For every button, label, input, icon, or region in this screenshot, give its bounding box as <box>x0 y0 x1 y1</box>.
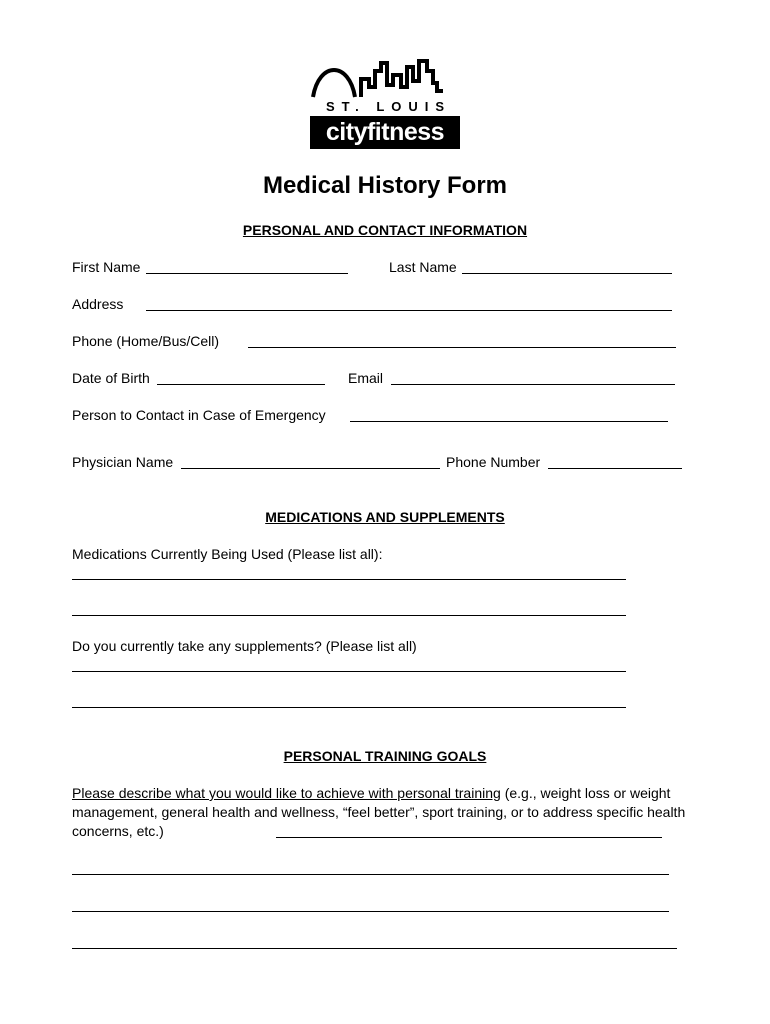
supplements-line-2[interactable] <box>72 693 626 708</box>
last-name-label: Last Name <box>389 259 457 275</box>
dob-label: Date of Birth <box>72 370 150 386</box>
training-goals-line-0[interactable] <box>276 823 662 838</box>
first-name-field[interactable] <box>146 258 348 274</box>
medications-heading: MEDICATIONS AND SUPPLEMENTS <box>265 509 505 525</box>
supplements-line-1[interactable] <box>72 657 626 672</box>
training-goals-line-3[interactable] <box>72 934 677 949</box>
physician-name-label: Physician Name <box>72 454 174 470</box>
phone-label: Phone (Home/Bus/Cell) <box>72 333 220 349</box>
skyline-icon <box>309 57 461 99</box>
emergency-contact-label: Person to Contact in Case of Emergency <box>72 407 326 423</box>
city-fitness-logo <box>309 57 461 151</box>
training-goals-examples: (e.g., weight loss or weight management, general health and wellness, “feel better”, sport training, or to address specific health concerns, etc.) <box>72 785 686 839</box>
email-field[interactable] <box>391 369 675 385</box>
training-goals-intro: Please describe what you would like to achieve with personal training <box>72 785 501 801</box>
dob-field[interactable] <box>157 369 325 385</box>
training-goals-heading: PERSONAL TRAINING GOALS <box>283 748 487 764</box>
training-goals-line-1[interactable] <box>72 860 669 875</box>
first-name-label: First Name <box>72 259 141 275</box>
personal-contact-heading: PERSONAL AND CONTACT INFORMATION <box>242 222 528 238</box>
address-label: Address <box>72 296 124 312</box>
emergency-contact-field[interactable] <box>350 406 668 422</box>
last-name-field[interactable] <box>462 258 672 274</box>
training-goals-line-2[interactable] <box>72 897 669 912</box>
medications-line-1[interactable] <box>72 565 626 580</box>
email-label: Email <box>348 370 384 386</box>
physician-phone-field[interactable] <box>548 453 682 469</box>
medications-line-2[interactable] <box>72 601 626 616</box>
medications-label: Medications Currently Being Used (Please list all): <box>72 546 383 562</box>
address-field[interactable] <box>146 295 672 311</box>
physician-name-field[interactable] <box>181 453 440 469</box>
physician-phone-label: Phone Number <box>446 454 541 470</box>
phone-field[interactable] <box>248 332 676 348</box>
logo-city-text: ST. LOUIS <box>325 99 452 114</box>
logo-brand-text: cityfitness <box>310 116 460 149</box>
supplements-label: Do you currently take any supplements? (Please list all) <box>72 638 417 654</box>
form-title: Medical History Form <box>262 172 508 199</box>
